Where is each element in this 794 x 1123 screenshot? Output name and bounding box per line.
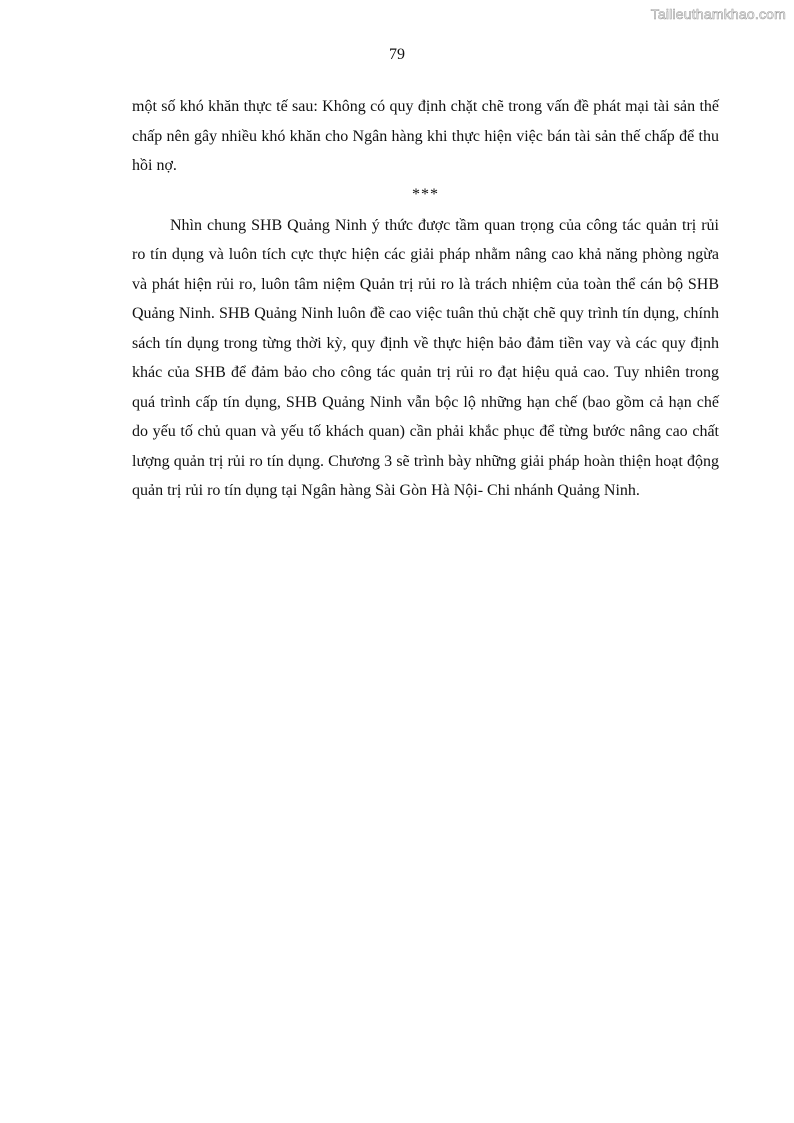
watermark: Tailieuthamkhao.com — [650, 6, 786, 22]
paragraph-summary: Nhìn chung SHB Quảng Ninh ý thức được tầm quan trọng của công tác quản trị rủi ro tín dụng và luôn tích cực thực hiện các giải pháp nhằm nâng cao khả năng phòng ngừa và phát hiện rủi ro, luôn tâm niệm Quản trị rủi ro là trách nhiệm của toàn thể cán bộ SHB Quảng Ninh. SHB Quảng Ninh luôn đề cao việc tuân thủ chặt chẽ quy trình tín dụng, chính sách tín dụng trong từng thời kỳ, quy định về thực hiện bảo đảm tiền vay và các quy định khác của SHB để đảm bảo cho công tác quản trị rủi ro đạt hiệu quả cao. Tuy nhiên trong quá trình cấp tín dụng, SHB Quảng Ninh vẫn bộc lộ những hạn chế (bao gồm cả hạn chế do yếu tố chủ quan và yếu tố khách quan) cần phải khắc phục để từng bước nâng cao chất lượng quản trị rủi ro tín dụng. Chương 3 sẽ trình bày những giải pháp hoàn thiện hoạt động quản trị rủi ro tín dụng tại Ngân hàng Sài Gòn Hà Nội- Chi nhánh Quảng Ninh. — [132, 216, 719, 499]
paragraph-continuation: một số khó khăn thực tế sau: Không có quy định chặt chẽ trong vấn đề phát mại tài sản thế chấp nên gây nhiều khó khăn cho Ngân hàng khi thực hiện việc bán tài sản thế chấp để thu hồi nợ. — [132, 98, 719, 174]
document-body — [132, 92, 719, 506]
page-number: 79 — [389, 46, 405, 63]
section-separator: *** — [412, 185, 439, 203]
